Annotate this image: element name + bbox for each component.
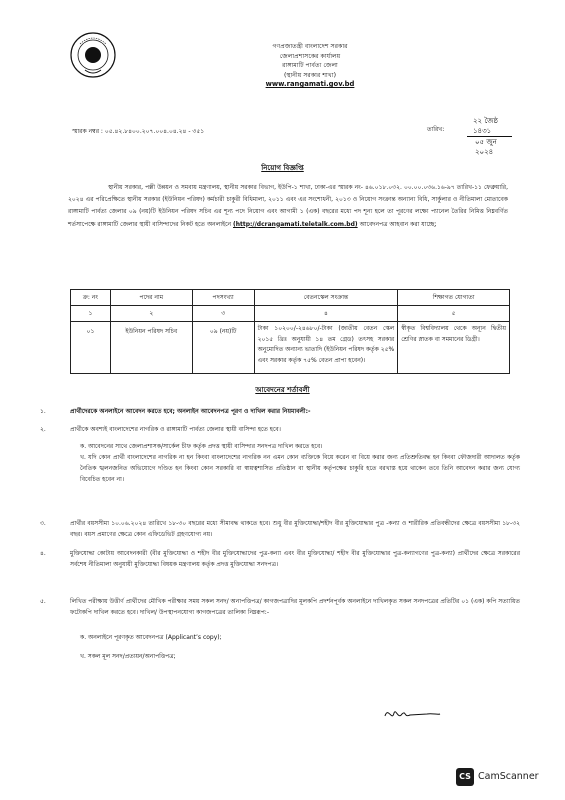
row-pay-scale: টাকা ১০২০০/-২৪৬৮০/-টাকা (জাতীয় বেতন স্কেল ২০১৫ খ্রিঃ অনুযায়ী ১৪ তম গ্রেড) তৎসহ সরকার অনুমোদিত অন্যান্য ভাতাদি (ইউনিয়ন পরিষদ কর্তৃক ২৫% এবং সরকার কর্তৃক ৭৫% বেতন প্রাপ্য হবেন)। xyxy=(254,322,398,374)
header-line-3: রাঙ্গামাটি পার্বত্য জেলা xyxy=(282,62,338,70)
condition-item xyxy=(40,548,520,570)
date-bangla: ২২ জৈষ্ঠ ১৪৩১ xyxy=(467,116,512,137)
row-serial: ০১ xyxy=(71,322,111,374)
memo-row xyxy=(72,117,512,156)
conditions-title: আবেদনের শর্তাবলী xyxy=(255,386,310,394)
condition-item xyxy=(40,406,520,417)
condition-text: মুক্তিযোদ্ধা কোটায় আবেদনকারী (বীর মুক্তিযোদ্ধা ও শহীদ বীর মুক্তিযোদ্ধাদের পুত্র-কন্যা এবং বীর মুক্তিযোদ্ধা/ শহীদ বীর মুক্তিযোদ্ধার পুত্র-কন্যাগণের পুত্র-কন্যা) প্রার্থীদের ক্ষেত্রে সরকারের সর্বশেষ নীতিমালা অনুযায়ী মুক্তিযোদ্ধা বিষয়ক মন্ত্রণালয় কর্তৃক প্রদত্ত মুক্তিযোদ্ধা সনদপত্র। xyxy=(70,550,520,568)
application-link[interactable]: (http://dcrangamati.teletalk.com.bd) xyxy=(232,220,358,228)
table-number-cell: ১ xyxy=(71,306,111,322)
condition-number: ৫. xyxy=(40,598,46,605)
row-post-name: ইউনিয়ন পরিষদ সচিব xyxy=(110,322,192,374)
condition-item xyxy=(40,424,520,485)
condition-number: ৩. xyxy=(40,520,46,527)
condition-item xyxy=(40,596,520,662)
camscanner-logo: CS xyxy=(456,768,474,786)
website-link[interactable]: www.rangamati.gov.bd xyxy=(265,80,355,89)
table-header-cell: বেতনস্কেল সংক্রান্ত xyxy=(254,290,398,306)
camscanner-label: CamScanner xyxy=(478,771,539,782)
table-number-cell: ৩ xyxy=(192,306,254,322)
header-line-1: গণপ্রজাতন্ত্রী বাংলাদেশ সরকার xyxy=(272,43,348,50)
header-line-2: জেলাপ্রশাসকের কার্যালয় xyxy=(279,52,341,60)
table-header-row xyxy=(71,290,510,306)
table-header-cell: শিক্ষাগত যোগ্যতা xyxy=(398,290,510,306)
date-english: ০৫ জুন ২০২৪ xyxy=(475,138,497,156)
condition-subitem: ক. আবেদনের সাথে জেলাপ্রশাসক/সার্কেল চীফ কর্তৃক প্রদত্ত স্থায়ী বাসিন্দার সনদপত্র দাখিল করতে হবে। xyxy=(80,443,323,450)
table-header-cell: পদের নাম xyxy=(110,290,192,306)
condition-text: প্রার্থীকে অবশ্যই বাংলাদেশের নাগরিক ও রাঙ্গামাটি পার্বত্য জেলার স্থায়ী বাসিন্দা হতে হবে। xyxy=(70,426,281,433)
memo-number: স্মারক নম্বর : ০৫.৪২.৮৪০০.২০৭.০০৪.০৪.২৪ - ৩৫১ xyxy=(72,128,205,135)
memo-date xyxy=(467,116,512,157)
table-number-cell: ৫ xyxy=(398,306,510,322)
body-paragraph xyxy=(68,182,508,231)
table-header-cell: পদসংখ্যা xyxy=(192,290,254,306)
header-line-4: (স্থানীয় সরকার শাখা) xyxy=(283,71,337,79)
table-header-cell: ক্র: নং xyxy=(71,290,111,306)
condition-number: ১. xyxy=(40,408,46,415)
table-number-row xyxy=(71,306,510,322)
posts-table xyxy=(70,289,510,374)
condition-number: ২. xyxy=(40,426,46,433)
date-label: তারিখ: xyxy=(427,126,445,133)
body-text: স্থানীয় সরকার, পল্লী উন্নয়ন ও সমবায় মন্ত্রণালয়, স্থানীয় সরকার বিভাগ, ইউপি-১ শাখা, ঢাকা-এর স্মারক নং- ৪৬.০১৮.০৩২. ০০.০০.০৩৬.১৬-৯৭ তারিখ-১১ ফেব্রুয়ারি, ২০২৪ এর পরিপ্রেক্ষিতে স্থানীয় সরকার (ইউনিয়ন পরিষদ) কর্মচারী চাকুরী বিধিমালা, ২০১১ এবং এর সংশোধনী, ২০১৩ ও নিয়োগ সংক্রান্ত অন্যান্য বিধি, সার্কুলার ও নীতিমালা মোতাবেক রাঙ্গামাটি পার্বত্য জেলার ০৯ (নয়)টি ইউনিয়ন পরিষদ সচিব এর শূন্য পদে নিয়োগ এবং আগামী ১ (এক) বছরের মধ্যে পদ শূন্য হলে তা পূরণের লক্ষ্যে প্যানেল তৈরির নিমিত্ত নিম্নবর্ণিত শর্তসাপেক্ষে রাঙ্গামাটি জেলার স্থায়ী বাসিন্দাদের নিকট হতে অনলাইনে xyxy=(68,184,508,228)
letterhead xyxy=(200,42,420,90)
condition-subitem: খ. যদি কোন প্রার্থী বাংলাদেশের নাগরিক না হন কিংবা বাংলাদেশের নাগরিক নন এমন কোন ব্যক্তিকে বিয়ে করেন বা বিয়ে করার জন্য প্রতিশ্রুতিবদ্ধ হন কিংবা ফৌজদারী আদালত কর্তৃক নৈতিক স্খলনজনিত অভিযোগে দণ্ডিত হন কিংবা কোন সরকারি বা স্বায়ত্বশাসিত প্রতিষ্ঠান বা স্থানীয় কর্তৃপক্ষের চাকুরি হতে বরখাস্ত হয়ে থাকেন তবে তিনি আবেদন করার জন্য যোগ্য বিবেচিত হবেন না। xyxy=(80,454,520,483)
row-post-count: ০৯ (নয়)টি xyxy=(192,322,254,374)
signature-icon xyxy=(382,704,442,724)
row-education: স্বীকৃত বিশ্ববিদ্যালয় থেকে অন্যূন দ্বিতীয় শ্রেণির স্নাতক বা সমমানের ডিগ্রী। xyxy=(398,322,510,374)
table-number-cell: ৪ xyxy=(254,306,398,322)
table-row xyxy=(71,322,510,374)
condition-item xyxy=(40,518,520,540)
page-title: নিয়োগ বিজ্ঞপ্তি xyxy=(261,164,304,172)
condition-number: ৪. xyxy=(40,550,46,557)
government-seal-icon xyxy=(68,30,118,82)
condition-text: প্রার্থীর বয়সসীমা ১০.০৬.২০২৪ তারিখে ১৮-৩০ বছরের মধ্যে সীমাবদ্ধ থাকতে হবে। শুধু বীর মুক্তিযোদ্ধা/শহীদ বীর মুক্তিযোদ্ধার পুত্র -কন্যা ও শারীরিক প্রতিবন্ধীদের ক্ষেত্রে বয়সসীমা ১৮-৩২ বছর। বয়স প্রমাণের ক্ষেত্রে কোন এফিডেভিট গ্রহণযোগ্য নয়। xyxy=(70,520,520,538)
condition-text: প্রার্থীদেরকে অনলাইনে আবেদন করতে হবে; অনলাইন আবেদনপত্র পূরণ ও দাখিল করার নিয়মাবলী:- xyxy=(70,408,311,415)
condition-subitem: ক. অনলাইনে পূরণকৃত আবেদনপত্র (Applicant’s copy); xyxy=(80,634,222,641)
condition-subitem: খ. সকল মূল সনদ/প্রত্যয়ন/অনাপত্তিপত্র; xyxy=(80,653,176,660)
body-tail: আবেদনপত্র আহবান করা যাচ্ছে; xyxy=(359,220,437,228)
table-number-cell: ২ xyxy=(110,306,192,322)
condition-text: লিখিত পরীক্ষায় উত্তীর্ণ প্রার্থীদের মৌখিক পরীক্ষার সময় সকল সনদ/ অনাপত্তিপত্র/ কাগজপত্রাদির মূলকপি প্রদর্শনপূর্বক অনলাইনে দাখিলকৃত সকল সনদপত্রের প্রতিটির ০১ (এক) কপি সত্যায়িত ফটোকপি দাখিল করতে হবে। দাখিল/ উপস্থাপনযোগ্য কাগজপত্রের তালিকা নিম্নরূপ:- xyxy=(70,598,520,616)
